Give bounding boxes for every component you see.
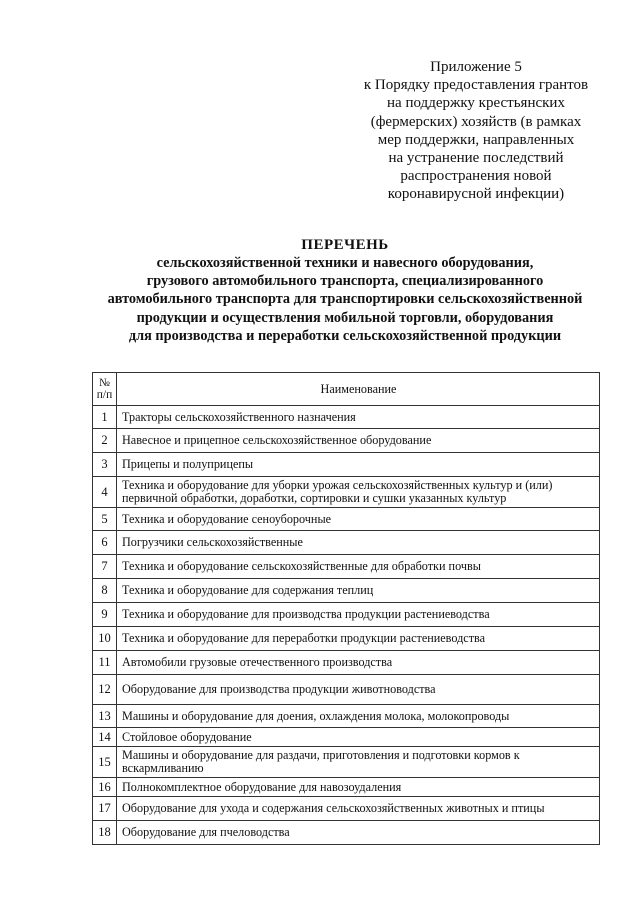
row-name: Техника и оборудование сеноуборочные [117, 508, 600, 531]
row-name: Машины и оборудование для доения, охлаждения молока, молокопроводы [117, 705, 600, 728]
table-row [93, 453, 600, 477]
heading-line: грузового автомобильного транспорта, специализированного [146, 273, 544, 290]
appendix-line: на устранение последствий [388, 150, 564, 167]
row-name: Техника и оборудование сельскохозяйственные для обработки почвы [117, 555, 600, 579]
row-number: 16 [93, 778, 117, 797]
heading-line: автомобильного транспорта для транспортировки сельскохозяйственной [107, 291, 583, 308]
column-header-name: Наименование [117, 373, 600, 406]
row-number: 10 [93, 627, 117, 651]
appendix-line: на поддержку крестьянских [387, 95, 565, 112]
row-number: 6 [93, 531, 117, 555]
row-number: 5 [93, 508, 117, 531]
row-name: Автомобили грузовые отечественного производства [117, 651, 600, 675]
appendix-line: (фермерских) хозяйств (в рамках [370, 113, 582, 130]
table-row [93, 747, 600, 778]
heading-line: сельскохозяйственной техники и навесного оборудования, [156, 255, 534, 271]
table-row [93, 797, 600, 821]
row-name: Погрузчики сельскохозяйственные [117, 531, 600, 555]
table-row [93, 651, 600, 675]
appendix-line: к Порядку предоставления грантов [363, 77, 589, 94]
row-number: 7 [93, 555, 117, 579]
row-number: 15 [93, 747, 117, 778]
row-name: Машины и оборудование для раздачи, приготовления и подготовки кормов к вскармливанию [117, 747, 600, 778]
table-row [93, 477, 600, 508]
appendix-line: распространения новой [400, 168, 552, 185]
row-name: Тракторы сельскохозяйственного назначения [117, 406, 600, 429]
row-number: 4 [93, 477, 117, 508]
table-row [93, 778, 600, 797]
row-name: Стойловое оборудование [117, 728, 600, 747]
row-number: 13 [93, 705, 117, 728]
row-name: Прицепы и полуприцепы [117, 453, 600, 477]
appendix-line: мер поддержки, направленных [377, 131, 575, 148]
row-number: 9 [93, 603, 117, 627]
row-name: Полнокомплектное оборудование для навозоудаления [117, 778, 600, 797]
document-heading [60, 236, 630, 345]
row-name: Техника и оборудование для содержания теплиц [117, 579, 600, 603]
table-row [93, 728, 600, 747]
table-row [93, 429, 600, 453]
row-name: Оборудование для пчеловодства [117, 821, 600, 845]
heading-subtitle [60, 254, 630, 345]
row-number: 12 [93, 675, 117, 705]
table-row [93, 603, 600, 627]
appendix-line: коронавирусной инфекции) [387, 186, 565, 203]
row-name: Оборудование для производства продукции животноводства [117, 675, 600, 705]
equipment-table [92, 372, 600, 845]
table-header-row [93, 373, 600, 406]
table-row [93, 705, 600, 728]
row-name: Оборудование для ухода и содержания сельскохозяйственных животных и птицы [117, 797, 600, 821]
table-row [93, 555, 600, 579]
table-row [93, 508, 600, 531]
table-row [93, 627, 600, 651]
row-number: 18 [93, 821, 117, 845]
row-name: Техника и оборудование для производства продукции растениеводства [117, 603, 600, 627]
heading-line: продукции и осуществления мобильной торговли, оборудования [136, 309, 554, 326]
heading-title: ПЕРЕЧЕНЬ [301, 237, 389, 253]
heading-line: для производства и переработки сельскохозяйственной продукции [128, 327, 562, 344]
appendix-note [360, 58, 592, 204]
row-number: 8 [93, 579, 117, 603]
row-number: 17 [93, 797, 117, 821]
table-row [93, 406, 600, 429]
row-number: 11 [93, 651, 117, 675]
row-name: Навесное и прицепное сельскохозяйственное оборудование [117, 429, 600, 453]
table-row [93, 675, 600, 705]
row-number: 3 [93, 453, 117, 477]
row-name: Техника и оборудование для переработки продукции растениеводства [117, 627, 600, 651]
table-row [93, 531, 600, 555]
column-header-number: № п/п [93, 373, 117, 406]
appendix-line: Приложение 5 [430, 59, 522, 75]
table-row [93, 579, 600, 603]
row-number: 14 [93, 728, 117, 747]
row-number: 1 [93, 406, 117, 429]
table-row [93, 821, 600, 845]
row-number: 2 [93, 429, 117, 453]
row-name: Техника и оборудование для уборки урожая сельскохозяйственных культур и (или) первичной обработки, доработки, сортировки и сушки указанных культур [117, 477, 600, 508]
